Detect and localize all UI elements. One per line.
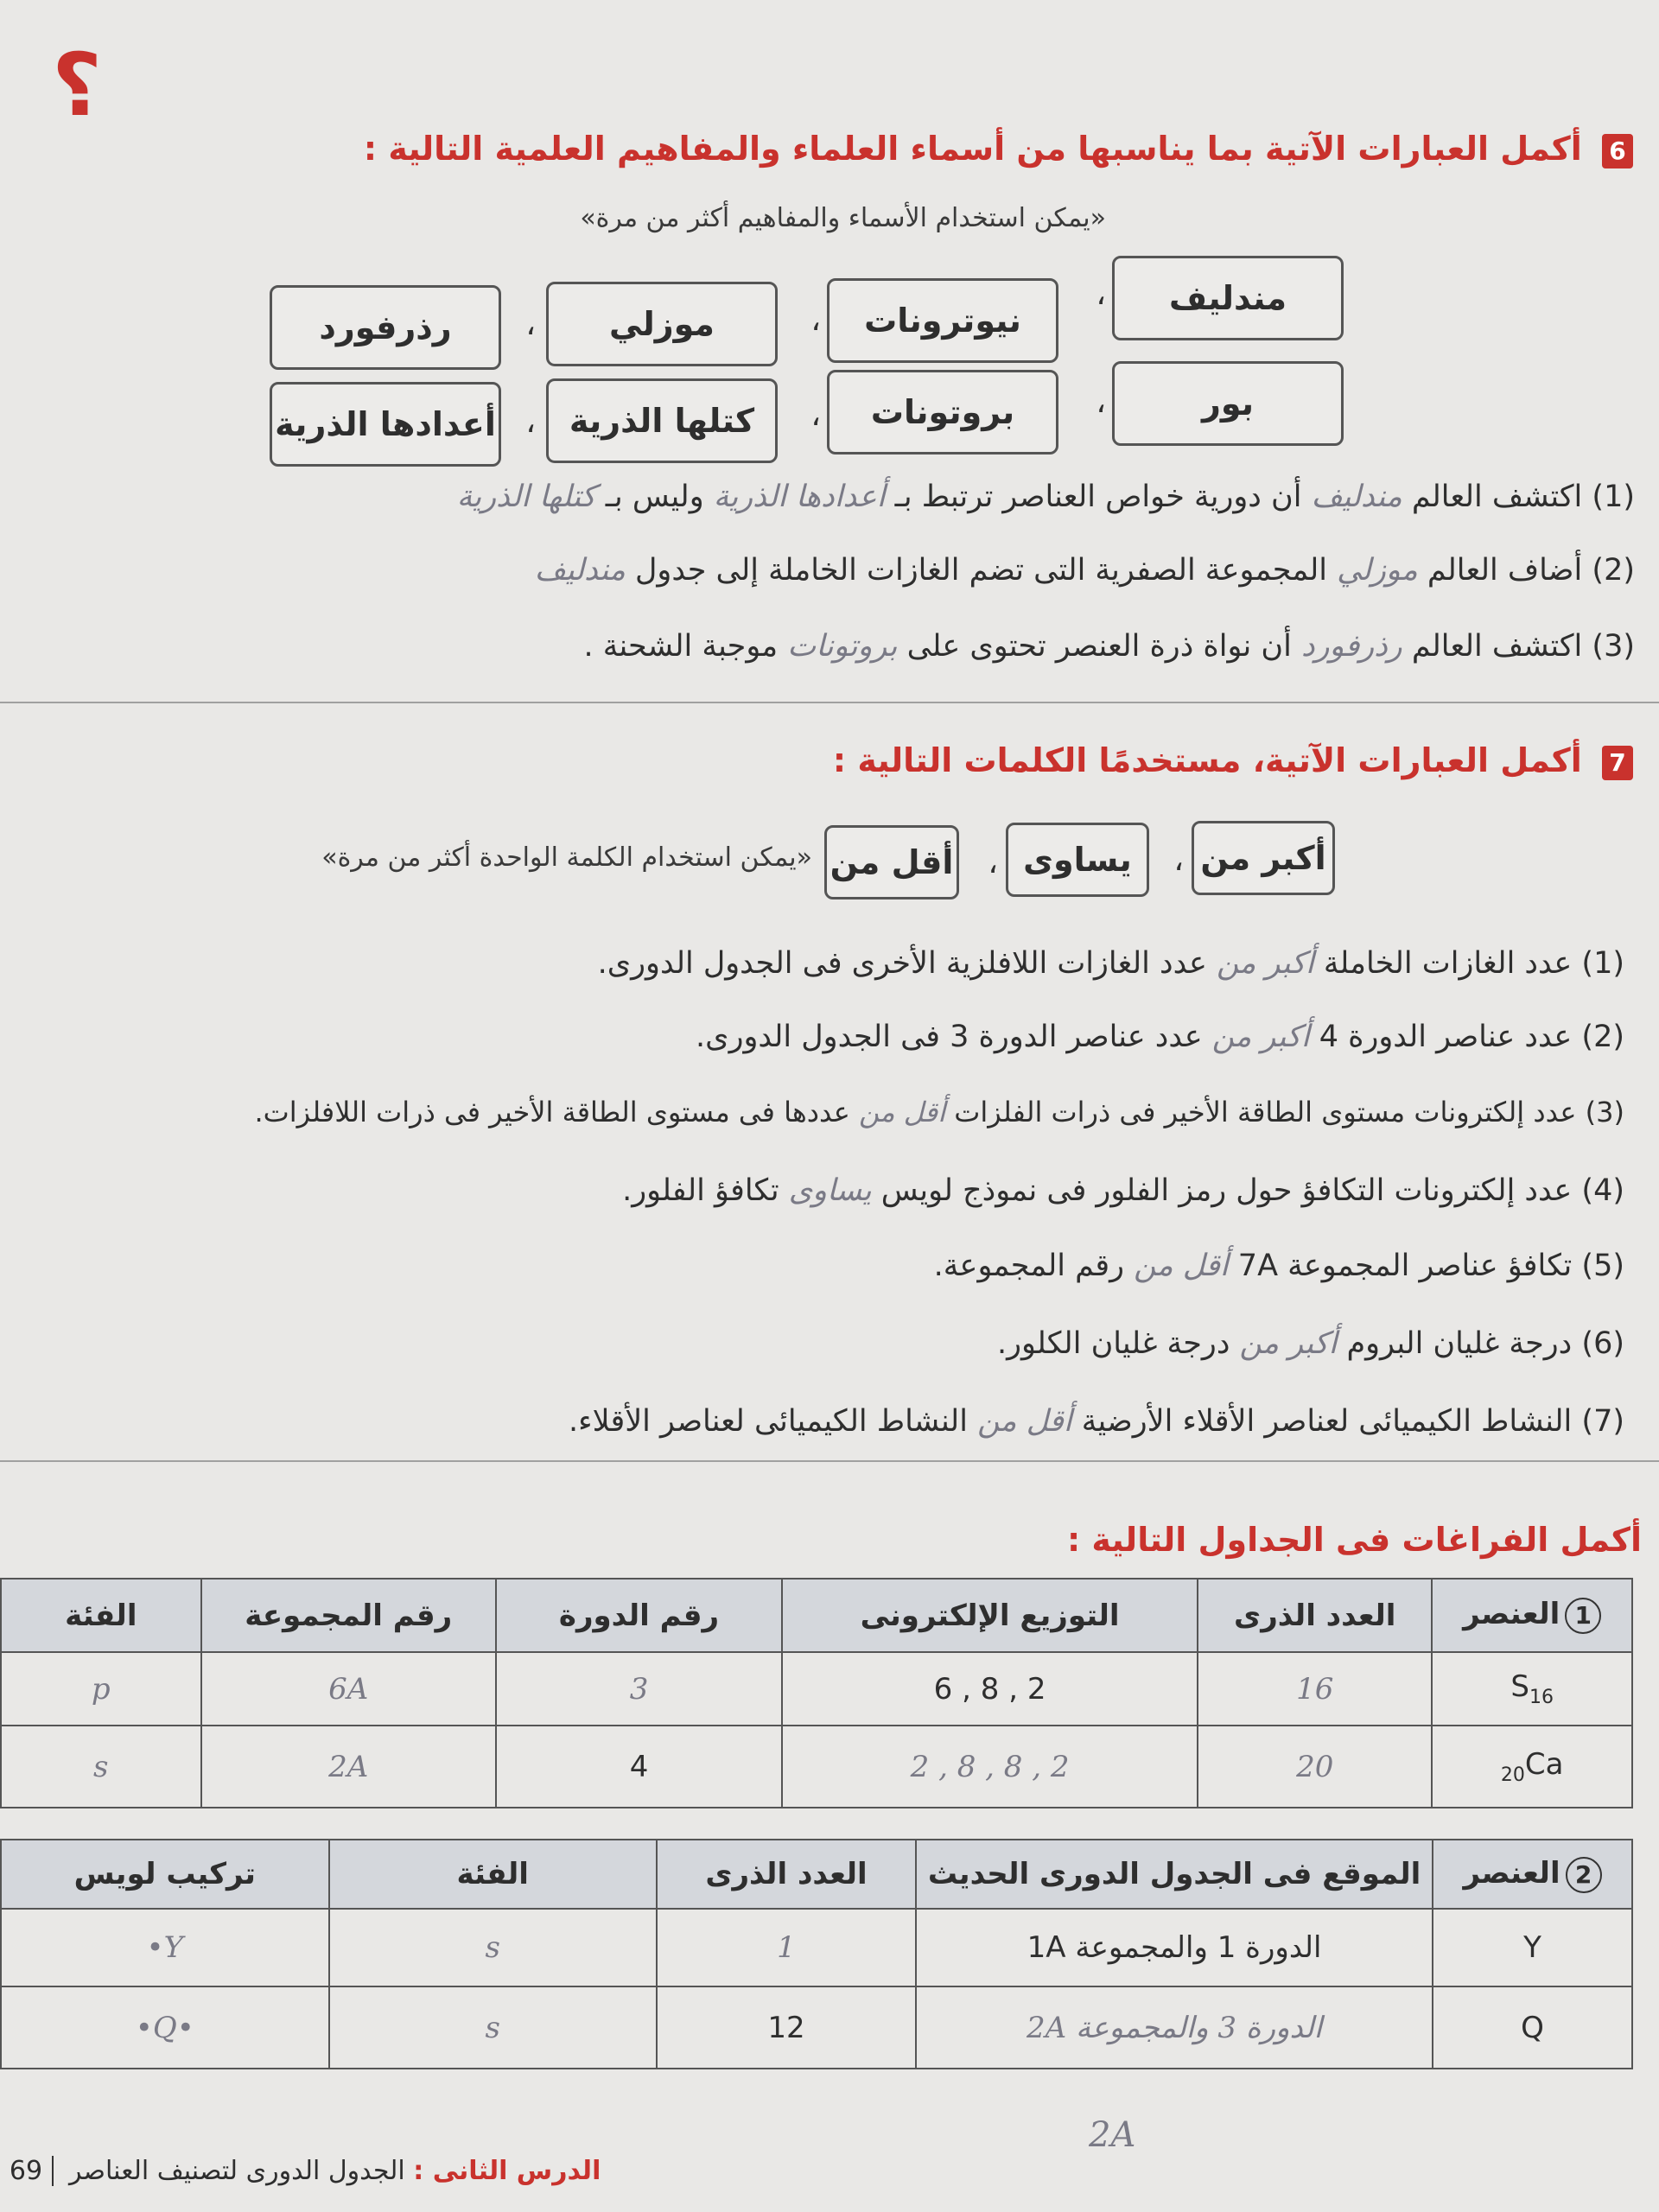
handwritten-answer: أكبر من <box>1211 1020 1310 1054</box>
handwritten-answer: أقل من <box>1134 1249 1229 1283</box>
handwritten-answer: مندليف <box>1311 480 1402 514</box>
divider <box>0 702 1659 703</box>
q6-number: 6 <box>1602 134 1633 168</box>
page-footer <box>0 2117 1659 2212</box>
handwritten-answer: أقل من <box>859 1096 946 1128</box>
handwritten-answer: أعدادها الذرية <box>713 480 886 514</box>
q7-item-6: (6) درجة غليان البروم أكبر من درجة غليان الكلور. <box>997 1326 1624 1361</box>
table-cell: s <box>329 1909 657 1986</box>
question-mark-icon: ؟ <box>52 35 103 136</box>
separator: ، <box>1096 276 1106 312</box>
table-cell: 2 , 8 , 6 <box>782 1652 1198 1726</box>
table-header: 2العنصر <box>1433 1840 1632 1909</box>
word-box-atomic-numbers: أعدادها الذرية <box>270 382 501 467</box>
q7-item-1: (1) عدد الغازات الخاملة أكبر من عدد الغازات اللافلزية الأخرى فى الجدول الدورى. <box>597 946 1624 981</box>
separator: ، <box>810 397 821 433</box>
handwritten-answer: أقل من <box>977 1404 1072 1439</box>
separator: ، <box>525 307 536 342</box>
q7-heading-text: أكمل العبارات الآتية، مستخدمًا الكلمات التالية : <box>832 741 1582 779</box>
table-cell: الدورة 1 والمجموعة 1A <box>916 1909 1433 1986</box>
table-cell: 20 <box>1198 1726 1432 1808</box>
table-cell: s <box>1 1726 201 1808</box>
handwritten-answer: مندليف <box>534 553 626 588</box>
table-cell: 3 <box>496 1652 782 1726</box>
table-header: رقم المجموعة <box>201 1579 496 1652</box>
word-box-bohr: بور <box>1112 361 1344 446</box>
q7-item-7: (7) النشاط الكيميائى لعناصر الأقلاء الأرضية أقل من النشاط الكيميائى لعناصر الأقلاء. <box>569 1404 1624 1439</box>
table-row <box>1 1909 1632 1986</box>
q6-note: «يمكن استخدام الأسماء والمفاهيم أكثر من مرة» <box>580 203 1106 233</box>
lesson-title: الدرس الثانى : الجدول الدورى لتصنيف العناصر <box>69 2156 601 2186</box>
table-row <box>1 1986 1632 2069</box>
table-header: التوزيع الإلكترونى <box>782 1579 1198 1652</box>
word-box-less-than: أقل من <box>824 825 959 899</box>
q7-item-2: (2) عدد عناصر الدورة 4 أكبر من عدد عناصر الدورة 3 فى الجدول الدورى. <box>696 1020 1624 1054</box>
q6-item-3: (3) اكتشف العالم رذرفورد أن نواة ذرة العنصر تحتوى على بروتونات موجبة الشحنة . <box>583 629 1635 664</box>
table-cell: 12 <box>657 1986 916 2069</box>
q6-heading-text: أكمل العبارات الآتية بما يناسبها من أسماء العلماء والمفاهيم العلمية التالية : <box>363 130 1582 168</box>
handwritten-answer: كتلها الذرية <box>456 480 596 514</box>
elements-table-2 <box>0 1839 1633 2069</box>
table-cell: Y• <box>1 1909 329 1986</box>
word-box-mendeleev: مندليف <box>1112 256 1344 340</box>
table-cell: Y <box>1433 1909 1632 1986</box>
handwritten-answer: يساوى <box>788 1173 872 1208</box>
q8-heading-text: أكمل الفراغات فى الجداول التالية : <box>1066 1521 1642 1559</box>
separator: ، <box>1096 385 1106 420</box>
table-number-icon: 2 <box>1566 1857 1602 1893</box>
q8-heading <box>1067 1521 1642 1559</box>
handwritten-answer: أكبر من <box>1216 946 1314 981</box>
word-box-equal: يساوى <box>1006 823 1149 897</box>
table-cell: Q <box>1433 1986 1632 2069</box>
table-number-icon: 1 <box>1565 1598 1601 1634</box>
table-header: الفئة <box>1 1579 201 1652</box>
table-header: العدد الذرى <box>1198 1579 1432 1652</box>
table-cell: 16 <box>1198 1652 1432 1726</box>
table-cell: $_{20}$Ca <box>1432 1726 1632 1808</box>
word-box-greater-than: أكبر من <box>1192 821 1335 895</box>
handwritten-answer: أكبر من <box>1239 1326 1338 1361</box>
q6-item-1: (1) اكتشف العالم مندليف أن دورية خواص العناصر ترتبط بـ أعدادها الذرية وليس بـ كتلها الذرية <box>456 480 1635 514</box>
handwritten-answer: بروتونات <box>787 629 898 664</box>
separator: ، <box>525 404 536 440</box>
table-cell: s <box>329 1986 657 2069</box>
page-number: 69 <box>0 2156 54 2186</box>
separator: ، <box>810 302 821 338</box>
q7-note: «يمكن استخدام الكلمة الواحدة أكثر من مرة» <box>321 842 812 873</box>
word-box-moseley: موزلي <box>546 282 778 366</box>
table-cell: الدورة 3 والمجموعة 2A <box>916 1986 1433 2069</box>
q7-item-4: (4) عدد إلكترونات التكافؤ حول رمز الفلور فى نموذج لويس يساوى تكافؤ الفلور. <box>622 1173 1624 1208</box>
table-header: رقم الدورة <box>496 1579 782 1652</box>
separator: ، <box>1173 842 1184 878</box>
table-cell: 1 <box>657 1909 916 1986</box>
table-cell: 4 <box>496 1726 782 1808</box>
word-box-rutherford: رذرفورد <box>270 285 501 370</box>
q7-heading <box>833 741 1633 780</box>
handwritten-answer: موزلي <box>1337 553 1418 588</box>
word-box-atomic-masses: كتلها الذرية <box>546 378 778 463</box>
word-box-protons: بروتونات <box>827 370 1058 454</box>
word-box-neutrons: نيوترونات <box>827 278 1058 363</box>
table-header: 1العنصر <box>1432 1579 1632 1652</box>
table-cell: $S_{16}$ <box>1432 1652 1632 1726</box>
table-row <box>1 1726 1632 1808</box>
divider <box>0 1460 1659 1462</box>
elements-table-1 <box>0 1578 1633 1808</box>
handwritten-answer: رذرفورد <box>1301 629 1402 664</box>
table-cell: 2A <box>201 1726 496 1808</box>
q6-heading <box>364 130 1633 168</box>
table-row <box>1 1652 1632 1726</box>
q7-item-5: (5) تكافؤ عناصر المجموعة 7A أقل من رقم المجموعة. <box>933 1249 1624 1283</box>
handwritten-margin-note: 2A <box>1089 2115 1136 2155</box>
q7-item-3: (3) عدد إلكترونات مستوى الطاقة الأخير فى ذرات الفلزات أقل من عددها فى مستوى الطاقة الأخير فى ذرات اللافلزات. <box>254 1096 1624 1128</box>
table-cell: 6A <box>201 1652 496 1726</box>
table-header: تركيب لويس <box>1 1840 329 1909</box>
table-header: الموقع فى الجدول الدورى الحديث <box>916 1840 1433 1909</box>
table-header: العدد الذرى <box>657 1840 916 1909</box>
table-cell: p <box>1 1652 201 1726</box>
table-cell: •Q• <box>1 1986 329 2069</box>
table-cell: 2 , 8 , 8 , 2 <box>782 1726 1198 1808</box>
q6-item-2: (2) أضاف العالم موزلي المجموعة الصفرية التى تضم الغازات الخاملة إلى جدول مندليف <box>534 553 1635 588</box>
separator: ، <box>988 845 998 880</box>
q7-number: 7 <box>1602 746 1633 780</box>
table-header: الفئة <box>329 1840 657 1909</box>
